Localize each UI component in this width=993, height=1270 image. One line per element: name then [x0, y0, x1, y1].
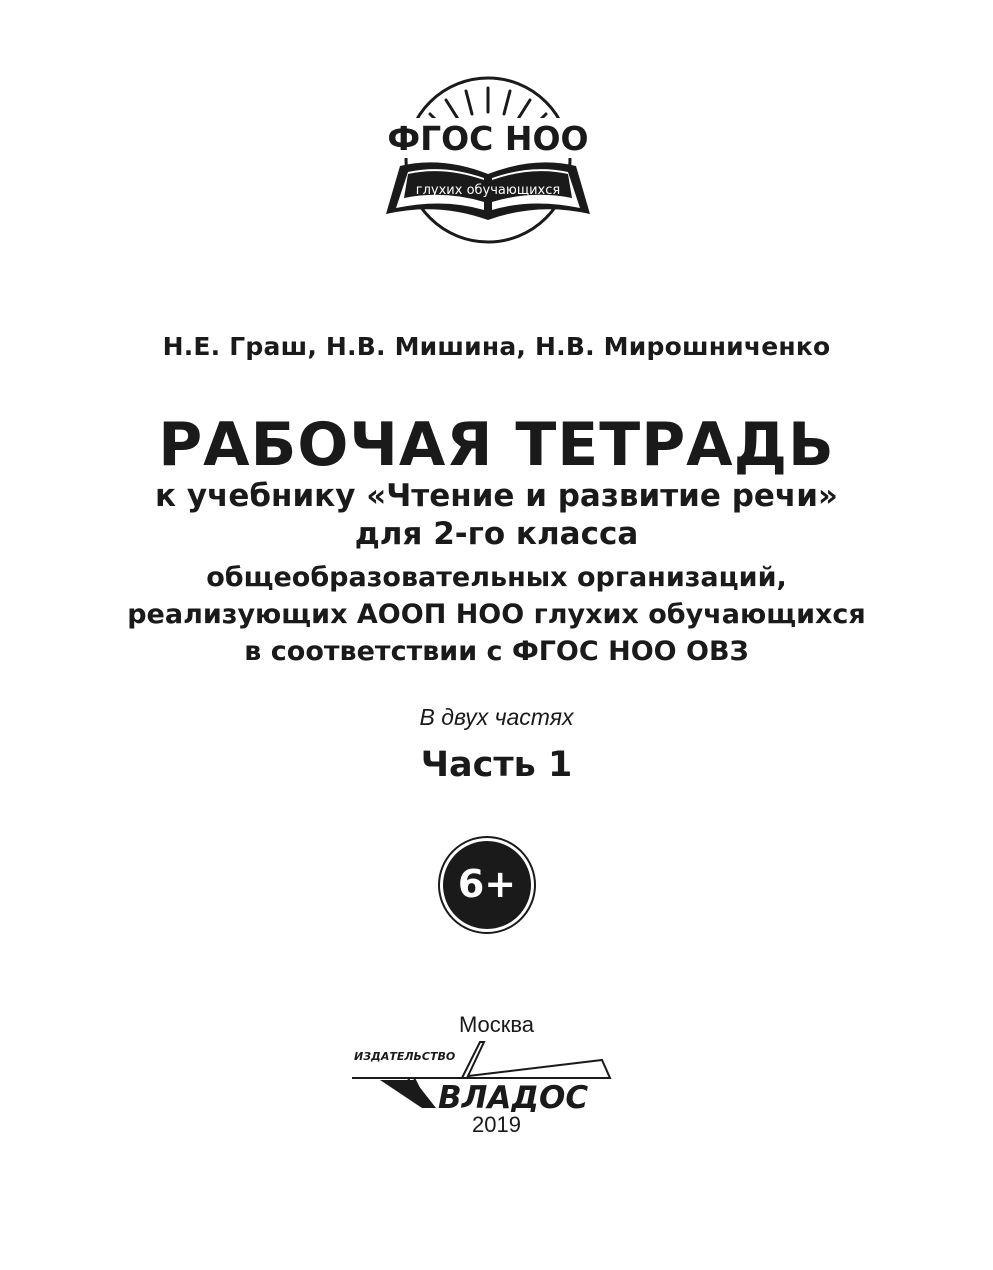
- part-number: Часть 1: [420, 745, 573, 785]
- publisher-name: ВЛАДОС: [438, 1080, 589, 1112]
- publisher-city: Москва: [458, 1012, 535, 1037]
- subtitle-line-4: реализующих АООП НОО глухих обучающихся: [127, 599, 866, 630]
- fgos-noo-logo: [378, 74, 598, 246]
- publisher-label: ИЗДАТЕЛЬСТВО: [354, 1050, 456, 1063]
- logo-subtitle: глухих обучающихся: [415, 183, 561, 198]
- vlados-publisher-logo: [352, 1038, 614, 1112]
- authors-line: Н.Е. Граш, Н.В. Мишина, Н.В. Мирошниченко: [162, 332, 831, 361]
- logo-title: ФГОС НОО: [387, 119, 589, 158]
- subtitle-line-1: к учебнику «Чтение и развитие речи»: [155, 478, 838, 514]
- subtitle-line-2: для 2-го класса: [354, 516, 639, 552]
- publication-year: 2019: [472, 1112, 521, 1137]
- subtitle-line-5: в соответствии с ФГОС НОО ОВЗ: [244, 636, 749, 667]
- subtitle-line-3: общеобразовательных организаций,: [206, 562, 787, 593]
- parts-note: В двух частях: [419, 704, 574, 730]
- book-title: РАБОЧАЯ ТЕТРАДЬ: [158, 410, 835, 480]
- age-rating-badge: 6+: [440, 838, 534, 932]
